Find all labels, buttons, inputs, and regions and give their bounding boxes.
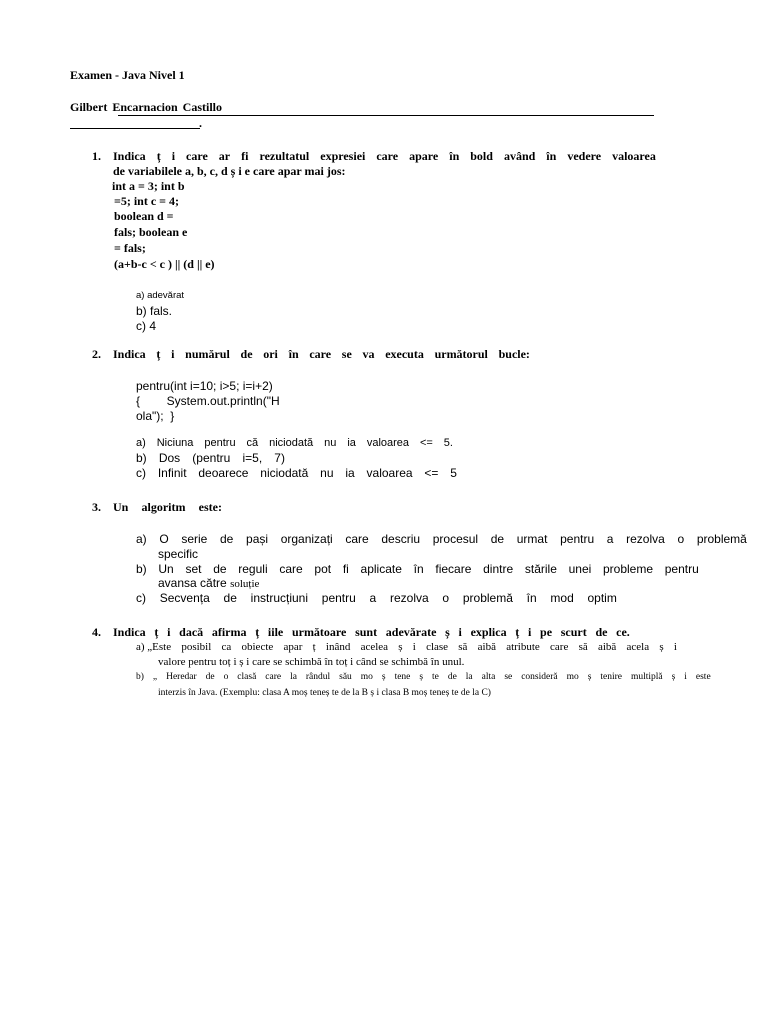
word: executa — [385, 347, 424, 361]
word: posibil — [181, 641, 212, 653]
q3-option-b — [136, 562, 699, 576]
word: clase — [426, 641, 449, 653]
word: alta — [481, 672, 496, 682]
word: de — [490, 532, 505, 546]
q1-prompt — [113, 149, 656, 164]
word: bucle: — [498, 347, 530, 361]
word: este — [695, 672, 711, 682]
word: a) „Este — [136, 641, 172, 653]
word: fi — [241, 149, 249, 163]
word: în — [449, 149, 460, 163]
word: <= — [424, 466, 439, 480]
word: ș — [659, 641, 664, 653]
word: ș — [445, 625, 450, 639]
word: adevărate — [385, 625, 437, 639]
word: i — [412, 641, 416, 653]
word: inând — [325, 641, 351, 653]
word: valoarea — [366, 466, 413, 480]
word: nu — [324, 437, 337, 449]
word: set — [185, 562, 202, 576]
word: în — [526, 591, 537, 605]
q2-prompt — [113, 347, 530, 362]
word: scurt — [560, 625, 587, 639]
word: Infinit — [157, 466, 187, 480]
word: aibă — [477, 641, 496, 653]
word: O — [159, 532, 169, 546]
word: Un — [113, 500, 129, 514]
word: bold — [470, 149, 493, 163]
exam-title: Examen - Java Nivel 1 — [70, 68, 185, 82]
word: numărul — [185, 347, 230, 361]
word: obiecte — [241, 641, 274, 653]
word: Gilbert — [70, 100, 108, 114]
word: consideră — [521, 672, 558, 682]
word: ț — [312, 641, 316, 653]
q3-option-c — [136, 591, 617, 605]
word: fiecare — [435, 562, 472, 576]
q1-code-line: =5; int c = 4; — [114, 194, 179, 208]
word: unei — [568, 562, 592, 576]
word: pentru — [664, 562, 699, 576]
word: care — [345, 532, 369, 546]
word: dacă — [179, 625, 204, 639]
word: i — [527, 625, 532, 639]
q4-prompt — [113, 625, 630, 640]
word: Un — [158, 562, 174, 576]
word: i — [171, 347, 175, 361]
word: Heredar — [166, 672, 197, 682]
word: a) — [136, 437, 146, 449]
word: a) — [136, 532, 147, 546]
word: fi — [342, 562, 349, 576]
q4-number: 4. — [92, 625, 101, 639]
q3-option-a — [136, 532, 747, 546]
word: iile — [267, 625, 284, 639]
word: valoarea — [366, 437, 410, 449]
word: procesul — [432, 532, 479, 546]
word: multiplă — [630, 672, 663, 682]
line-end-dot: . — [199, 116, 202, 130]
q2-code-line: { System.out.println("H — [136, 394, 280, 408]
word: ce. — [616, 625, 630, 639]
word: b) — [136, 451, 147, 465]
word: ș — [419, 672, 424, 682]
word: aplicate — [360, 562, 402, 576]
word: valoarea — [612, 149, 656, 163]
word: i=5, — [242, 451, 263, 465]
word: tenire — [600, 672, 622, 682]
word: „ — [152, 672, 158, 682]
q1-code-line: fals; boolean e — [114, 225, 188, 239]
word: Indica — [113, 347, 146, 361]
student-name — [70, 100, 222, 115]
word: la — [465, 672, 473, 682]
word: ș — [381, 672, 386, 682]
word: său — [339, 672, 352, 682]
word: stările — [524, 562, 557, 576]
word: pentru — [560, 532, 595, 546]
word: ț — [156, 347, 161, 361]
word: va — [362, 347, 375, 361]
q1-code-line: int a = 3; int b — [112, 179, 185, 193]
word: de — [205, 672, 215, 682]
q1-number: 1. — [92, 149, 101, 163]
word: rezolva — [389, 591, 429, 605]
word: care — [279, 562, 303, 576]
q1-option-c: c) 4 — [136, 319, 157, 333]
word: ț — [154, 625, 159, 639]
word: rezolva — [626, 532, 665, 546]
word: Dos — [158, 451, 181, 465]
word: urmat — [516, 532, 548, 546]
word: te — [432, 672, 439, 682]
word: a — [369, 591, 377, 605]
q1-option-a: a) adevărat — [136, 290, 185, 301]
word: ia — [347, 437, 356, 449]
word: mo — [360, 672, 373, 682]
q1-code-line: (a+b-c < c ) || (d || e) — [114, 257, 215, 271]
word: aibă — [597, 641, 617, 653]
q2-option-c — [136, 466, 457, 480]
word: Indica — [113, 625, 146, 639]
word: a — [606, 532, 614, 546]
word: c) — [136, 591, 146, 605]
word: o — [677, 532, 685, 546]
word: (pentru — [192, 451, 231, 465]
word: nu — [320, 466, 334, 480]
word: Encarnacion — [112, 100, 178, 114]
word: clasă — [237, 672, 257, 682]
word: de — [223, 591, 237, 605]
q3-option-b-cont: avansa către soluție — [158, 576, 260, 590]
word: ca — [221, 641, 232, 653]
word: ț — [156, 149, 161, 163]
q4-option-a-cont: valore pentru toț i ș i care se schimbă în toț i când se schimbă în unul. — [158, 656, 465, 668]
word: problemă — [462, 591, 513, 605]
word: i — [171, 149, 176, 163]
q4-option-b — [136, 672, 711, 682]
word: i — [673, 641, 677, 653]
word: <= — [419, 437, 433, 449]
q1-prompt-cont: de variabilele a, b, c, d ș i e care apar mai jos: — [113, 164, 346, 178]
q4-option-b-cont: interzis în Java. (Exemplu: clasa A moș teneș te de la B ș i clasa B moș teneș te de la C) — [158, 688, 491, 698]
q1-code-line: = fals; — [114, 241, 146, 255]
word: 5. — [443, 437, 453, 449]
word: pot — [314, 562, 332, 576]
word: vedere — [567, 149, 602, 163]
word: organizați — [280, 532, 333, 546]
word: explica — [470, 625, 507, 639]
word: expresiei — [320, 149, 366, 163]
word: instrucțiuni — [250, 591, 309, 605]
word: de — [213, 562, 227, 576]
word: 7) — [274, 451, 285, 465]
word: de — [220, 532, 234, 546]
word: b) — [136, 562, 147, 576]
word: i — [167, 625, 171, 639]
word: problemă — [696, 532, 747, 546]
q2-option-a — [136, 437, 453, 449]
q1-code-line: boolean d = — [114, 209, 174, 223]
word: rezultatul — [259, 149, 310, 163]
word: Indica — [113, 149, 146, 163]
q3-option-a-cont: specific — [158, 547, 199, 561]
word: descriu — [381, 532, 421, 546]
word: ia — [345, 466, 355, 480]
q3-prompt — [113, 500, 222, 515]
word: acela — [626, 641, 650, 653]
word: serie — [181, 532, 208, 546]
word: i — [684, 672, 687, 682]
word: în — [546, 149, 557, 163]
word: de — [240, 347, 253, 361]
word: optim — [587, 591, 617, 605]
word: afirma — [211, 625, 247, 639]
word: care — [265, 672, 282, 682]
word: ș — [587, 672, 592, 682]
word: având — [503, 149, 536, 163]
word: următorul — [434, 347, 488, 361]
word: ț — [255, 625, 260, 639]
q4-option-a — [136, 641, 677, 653]
word: mod — [550, 591, 574, 605]
word: care — [550, 641, 569, 653]
q2-number: 2. — [92, 347, 101, 361]
word: ș — [398, 641, 403, 653]
q2-code-line: pentru(int i=10; i>5; i=i+2) — [136, 379, 273, 393]
word: ori — [263, 347, 278, 361]
word: deoarece — [198, 466, 249, 480]
word: să — [578, 641, 588, 653]
word: că — [246, 437, 259, 449]
word: mo — [566, 672, 579, 682]
word: de — [447, 672, 457, 682]
word: ț — [515, 625, 520, 639]
word: ar — [218, 149, 231, 163]
word: atribute — [506, 641, 540, 653]
name-underline-2 — [70, 128, 200, 129]
word: la — [290, 672, 297, 682]
word: Castillo — [182, 100, 223, 114]
word: care — [309, 347, 332, 361]
word: rândul — [305, 672, 331, 682]
word: algoritm — [141, 500, 186, 514]
word: să — [458, 641, 468, 653]
word: se — [341, 347, 352, 361]
word: în — [413, 562, 424, 576]
word: se — [504, 672, 513, 682]
word: apar — [283, 641, 303, 653]
word: de — [595, 625, 608, 639]
word: acelea — [360, 641, 389, 653]
word: c) — [136, 466, 146, 480]
word: niciodată — [260, 466, 309, 480]
word: următoare — [291, 625, 347, 639]
word: care — [186, 149, 208, 163]
word: Secvența — [159, 591, 210, 605]
word: dintre — [483, 562, 514, 576]
q3-number: 3. — [92, 500, 101, 514]
word: în — [288, 347, 299, 361]
word: care — [376, 149, 399, 163]
word: Niciuna — [156, 437, 194, 449]
word: ș — [671, 672, 676, 682]
q2-option-b — [136, 451, 285, 465]
word: pentru — [321, 591, 356, 605]
word: o — [223, 672, 229, 682]
q1-option-b: b) fals. — [136, 304, 173, 318]
word: reguli — [238, 562, 268, 576]
word: pe — [540, 625, 553, 639]
word: niciodată — [269, 437, 314, 449]
word: tene — [394, 672, 411, 682]
word: b) — [136, 672, 144, 682]
word: i — [458, 625, 462, 639]
word: o — [442, 591, 450, 605]
word: probleme — [603, 562, 654, 576]
word: este: — [198, 500, 222, 514]
word: 5 — [450, 466, 457, 480]
word: sunt — [355, 625, 378, 639]
word: pași — [246, 532, 269, 546]
q2-code-line: ola"); } — [136, 409, 175, 423]
word: apare — [409, 149, 439, 163]
word: pentru — [204, 437, 236, 449]
